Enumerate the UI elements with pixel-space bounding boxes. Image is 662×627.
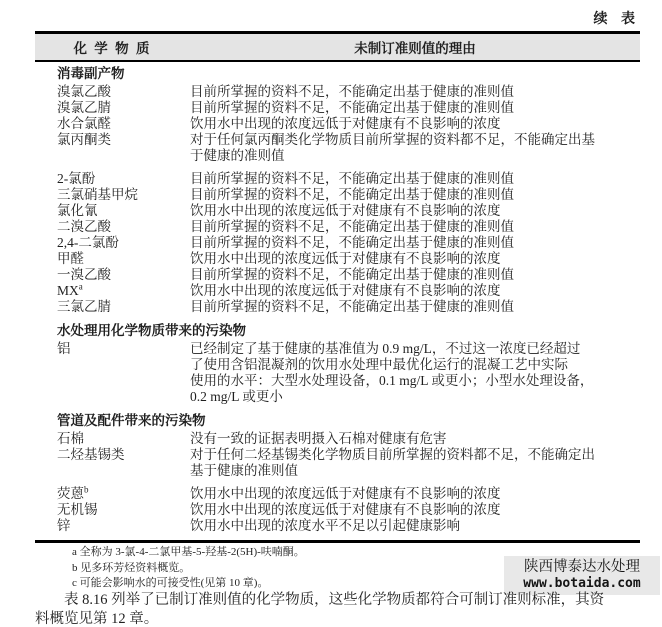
table-footnotes: [72, 545, 305, 592]
chemical-name: 水合氯醛: [57, 116, 111, 131]
reason-line: 于健康的准则值: [190, 148, 285, 163]
watermark-url: www.botaida.com: [523, 576, 641, 591]
section-header: 水处理用化学物质带来的污染物: [57, 323, 246, 338]
table-row: [35, 132, 640, 164]
table-row: [35, 431, 640, 447]
chemical-name: 石棉: [57, 431, 84, 446]
footnote-line: c 可能会影响水的可接受性(见第 10 章)。: [72, 577, 269, 589]
reason-line: 基于健康的准则值: [190, 463, 298, 478]
reason-line: 饮用水中出现的浓度远低于对健康有不良影响的浓度: [190, 283, 501, 298]
chemical-name: 氯化氰: [57, 203, 98, 218]
section-header: 消毒副产物: [57, 66, 125, 81]
reason-line: 目前所掌握的资料不足，不能确定出基于健康的准则值: [190, 84, 514, 99]
chemical-name: 荧蒽$^b$: [57, 484, 89, 501]
table-row: [35, 100, 640, 116]
reason-line: 目前所掌握的资料不足，不能确定出基于健康的准则值: [190, 100, 514, 115]
section-header: 管道及配件带来的污染物: [57, 413, 206, 428]
watermark-company-name: 陕西博泰达水处理: [524, 559, 640, 575]
reason-text: [190, 132, 640, 164]
chemical-name: 无机锡: [57, 502, 98, 517]
reason-line: 0.2 mg/L 或更小: [190, 389, 283, 404]
table-header-row: [35, 31, 640, 62]
chemical-name: 一溴乙酸: [57, 267, 111, 282]
table-row: [35, 267, 640, 283]
footnote-marker: b: [84, 484, 89, 495]
reason-line: 没有一致的证据表明摄入石棉对健康有危害: [190, 431, 447, 446]
reason-text: [190, 100, 640, 116]
table-row: [35, 116, 640, 132]
chemical-name: 铝: [57, 341, 71, 356]
chemical-name: 二溴乙酸: [57, 219, 111, 234]
reason-text: [190, 502, 640, 518]
reason-line: 目前所掌握的资料不足，不能确定出基于健康的准则值: [190, 299, 514, 314]
reason-line: 对于任何氯丙酮类化学物质目前所掌握的资料都不足，不能确定出基: [190, 132, 595, 147]
reason-text: [190, 447, 640, 479]
reason-text: [190, 431, 640, 447]
reason-text: [190, 283, 640, 299]
reason-text: [190, 267, 640, 283]
reason-line: 目前所掌握的资料不足，不能确定出基于健康的准则值: [190, 187, 514, 202]
table-row: [35, 84, 640, 100]
chemical-name: $MX^a$: [57, 281, 83, 298]
reason-line: 饮用水中出现的浓度远低于对健康有不良影响的浓度: [190, 251, 501, 266]
reason-text: [190, 299, 640, 315]
table-row: [35, 341, 640, 405]
reason-line: 目前所掌握的资料不足，不能确定出基于健康的准则值: [190, 219, 514, 234]
chemical-name: 溴氯乙腈: [57, 100, 111, 115]
reason-line: 对于任何二烃基锡类化学物质目前所掌握的资料都不足，不能确定出: [190, 447, 595, 462]
reason-line: 目前所掌握的资料不足，不能确定出基于健康的准则值: [190, 235, 514, 250]
reason-text: [190, 486, 640, 502]
table-row: [35, 299, 640, 315]
reason-text: [190, 84, 640, 100]
chemical-name: 2,4-二氯酚: [57, 235, 119, 250]
reason-line: 饮用水中出现的浓度远低于对健康有不良影响的浓度: [190, 203, 501, 218]
table-row: [35, 203, 640, 219]
column-header-chemical: 化 学 物 质: [73, 41, 152, 56]
reason-text: [190, 187, 640, 203]
table-row: [35, 518, 640, 534]
reason-line: 目前所掌握的资料不足，不能确定出基于健康的准则值: [190, 171, 514, 186]
table-row: [35, 447, 640, 479]
paragraph-line: 表 8.16 列举了已制订准则值的化学物质，这些化学物质都符合可制订准则标准，其资: [64, 592, 605, 608]
footnote-marker: a: [78, 281, 83, 292]
table-row: [35, 502, 640, 518]
reason-line: 饮用水中出现的浓度水平不足以引起健康影响: [190, 518, 460, 533]
reason-text: [190, 251, 640, 267]
chemical-name: 锌: [57, 518, 71, 533]
column-header-reason: 未制订准则值的理由: [354, 41, 476, 56]
table-row: [35, 251, 640, 267]
table-row: [35, 187, 640, 203]
reason-text: [190, 518, 640, 534]
reason-text: [190, 203, 640, 219]
chemical-name: 2-氯酚: [57, 171, 96, 186]
reason-text: [190, 341, 640, 405]
watermark-box: [504, 556, 660, 595]
paragraph-line: 料概览见第 12 章。: [35, 611, 159, 627]
body-paragraph: [35, 591, 629, 627]
reason-line: 饮用水中出现的浓度远低于对健康有不良影响的浓度: [190, 502, 501, 517]
reason-line: 饮用水中出现的浓度远低于对健康有不良影响的浓度: [190, 116, 501, 131]
table-body: [35, 62, 640, 543]
reason-line: 使用的水平：大型水处理设备，0.1 mg/L 或更小；小型水处理设备，: [190, 373, 594, 388]
footnote-line: a 全称为 3-氯-4-二氯甲基-5-羟基-2(5H)-呋喃酮。: [72, 546, 305, 558]
table-row: [35, 486, 640, 502]
chemical-name: 溴氯乙酸: [57, 84, 111, 99]
reason-text: [190, 235, 640, 251]
reason-text: [190, 171, 640, 187]
chemical-name: 二烃基锡类: [57, 447, 125, 462]
reason-text: [190, 219, 640, 235]
chemicals-table: [35, 31, 640, 543]
chemical-name: 氯丙酮类: [57, 132, 111, 147]
table-row: [35, 219, 640, 235]
reason-line: 饮用水中出现的浓度远低于对健康有不良影响的浓度: [190, 486, 501, 501]
table-row: [35, 235, 640, 251]
footnote-line: b 见多环芳烃资料概览。: [72, 561, 191, 574]
reason-line: 了使用含铝混凝剂的饮用水处理中最优化运行的混凝工艺中实际: [190, 357, 568, 372]
reason-line: 目前所掌握的资料不足，不能确定出基于健康的准则值: [190, 267, 514, 282]
reason-text: [190, 116, 640, 132]
chemical-name: 甲醛: [57, 251, 84, 266]
chemical-name: 三氯乙腈: [57, 299, 111, 314]
chemical-name: 三氯硝基甲烷: [57, 187, 138, 202]
table-row: [35, 171, 640, 187]
reason-line: 已经制定了基于健康的基准值为 0.9 mg/L，不过这一浓度已经超过: [190, 341, 581, 356]
table-row: [35, 283, 640, 299]
continued-table-label: 续 表: [593, 12, 640, 27]
